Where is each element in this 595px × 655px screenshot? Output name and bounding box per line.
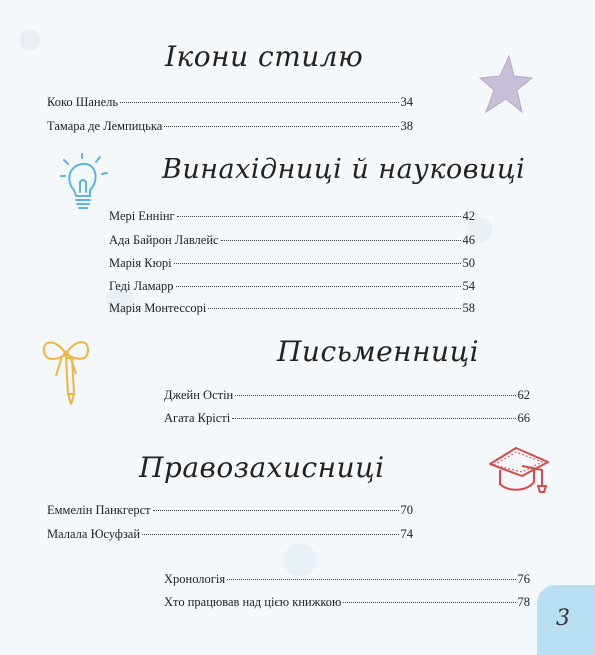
section-heading-style-icons: Ікони стилю xyxy=(165,40,364,73)
section-heading-writers: Письменниці xyxy=(277,335,480,368)
graduation-cap-icon xyxy=(486,440,552,496)
toc-entry[interactable] xyxy=(109,233,475,248)
toc-entry-page: 58 xyxy=(462,301,475,315)
leader-dots xyxy=(235,395,515,396)
toc-entry-title: Мері Еннінг xyxy=(109,209,175,223)
leader-dots xyxy=(227,579,515,580)
toc-entry-page: 74 xyxy=(400,527,413,541)
leader-dots xyxy=(120,102,398,103)
toc-entry-credits[interactable] xyxy=(164,595,530,610)
toc-entry[interactable] xyxy=(109,279,475,294)
toc-entry-page: 66 xyxy=(517,411,530,425)
toc-entry-title: Марія Кюрі xyxy=(109,256,172,270)
toc-entry-title: Коко Шанель xyxy=(47,95,119,109)
leader-dots xyxy=(343,602,515,603)
toc-entry-title: Еммелін Панкгерст xyxy=(47,503,151,517)
toc-entry[interactable] xyxy=(47,503,413,518)
toc-entry[interactable] xyxy=(164,388,530,403)
toc-entry-page: 70 xyxy=(400,503,413,517)
toc-entry-title: Ада Байрон Лавлейс xyxy=(109,233,219,247)
toc-entry-page: 62 xyxy=(517,388,530,402)
section-heading-human-rights: Правозахисниці xyxy=(139,451,385,484)
leader-dots xyxy=(177,216,461,217)
toc-entry-page: 78 xyxy=(517,595,530,609)
toc-entry[interactable] xyxy=(109,256,475,271)
toc-entry[interactable] xyxy=(47,95,413,110)
bow-pencil-icon xyxy=(38,332,94,412)
toc-entry-page: 34 xyxy=(400,95,413,109)
toc-entry-title: Хронологія xyxy=(164,572,226,586)
leader-dots xyxy=(232,418,515,419)
toc-entry[interactable] xyxy=(47,527,413,542)
leader-dots xyxy=(142,534,398,535)
leader-dots xyxy=(176,286,461,287)
leader-dots xyxy=(208,308,460,309)
section-heading-inventors-scientists: Винахідниці й науковиці xyxy=(162,154,526,185)
toc-entry-page: 42 xyxy=(462,209,475,223)
toc-entry[interactable] xyxy=(109,209,475,224)
toc-entry-page: 76 xyxy=(517,572,530,586)
page-number: 3 xyxy=(556,606,570,631)
toc-entry-title: Агата Крісті xyxy=(164,411,231,425)
toc-entry-title: Хто працював над цією книжкою xyxy=(164,595,342,609)
leader-dots xyxy=(174,263,461,264)
toc-entry[interactable] xyxy=(47,119,413,134)
toc-entry-page: 38 xyxy=(400,119,413,133)
toc-entry[interactable] xyxy=(164,411,530,426)
toc-entry-title: Геді Ламарр xyxy=(109,279,174,293)
lightbulb-icon xyxy=(60,152,108,212)
toc-entry-title: Тамара де Лемпицька xyxy=(47,119,163,133)
toc-entry-title: Марія Монтессорі xyxy=(109,301,207,315)
toc-entry-title: Джейн Остін xyxy=(164,388,234,402)
toc-entry-page: 46 xyxy=(462,233,475,247)
leader-dots xyxy=(221,240,461,241)
star-icon xyxy=(478,54,534,116)
toc-entry[interactable] xyxy=(109,301,475,316)
toc-entry-page: 54 xyxy=(462,279,475,293)
leader-dots xyxy=(164,126,398,127)
toc-entry-timeline[interactable] xyxy=(164,572,530,587)
leader-dots xyxy=(153,510,399,511)
toc-entry-title: Малала Юсуфзай xyxy=(47,527,141,541)
toc-entry-page: 50 xyxy=(462,256,475,270)
